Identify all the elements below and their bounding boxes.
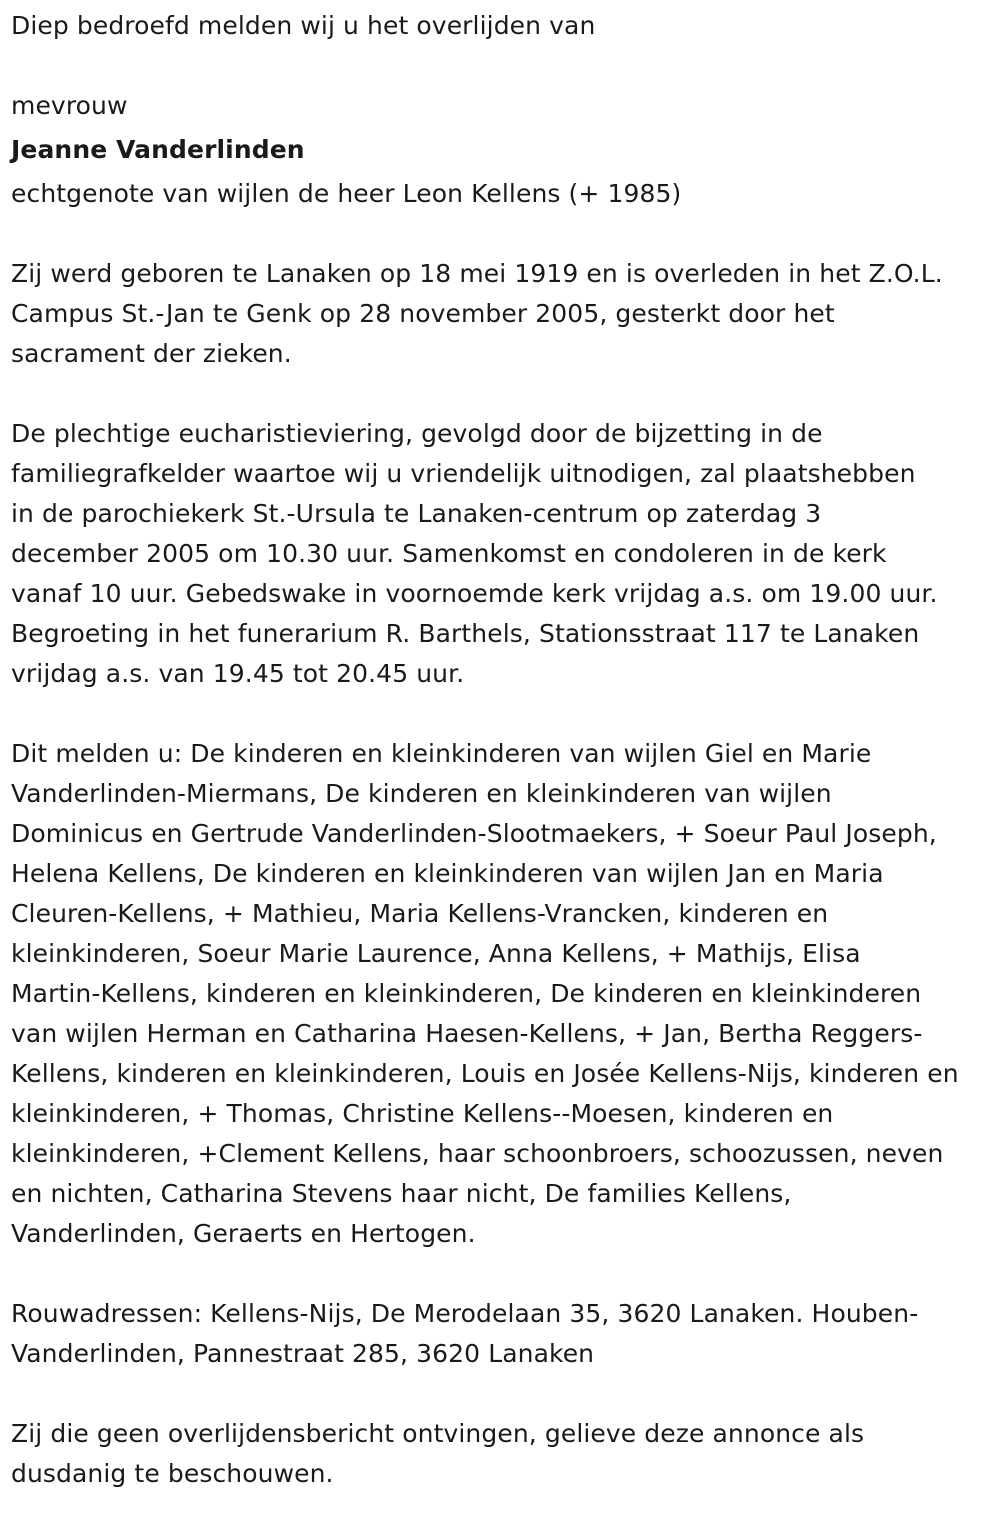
paragraph-line: Kellens, kinderen en kleinkinderen, Louis en Josée Kellens-Nijs, kinderen en (11, 1059, 959, 1088)
spacer (11, 1254, 990, 1294)
paragraph-line: Martin-Kellens, kinderen en kleinkinderen, De kinderen en kleinkinderen (11, 979, 922, 1008)
paragraph-line: Campus St.-Jan te Genk op 28 november 2005, gesterkt door het (11, 299, 835, 328)
family-paragraph (11, 734, 990, 1254)
deceased-name: Jeanne Vanderlinden (11, 135, 305, 164)
spacer (11, 694, 990, 734)
paragraph-line: dusdanig te beschouwen. (11, 1459, 334, 1488)
paragraph-line: en nichten, Catharina Stevens haar nicht, De families Kellens, (11, 1179, 792, 1208)
paragraph-line: De plechtige eucharistieviering, gevolgd door de bijzetting in de (11, 419, 823, 448)
paragraph-line: december 2005 om 10.30 uur. Samenkomst en condoleren in de kerk (11, 539, 887, 568)
paragraph-line: Cleuren-Kellens, + Mathieu, Maria Kellens-Vrancken, kinderen en (11, 899, 829, 928)
paragraph-line: Dit melden u: De kinderen en kleinkinderen van wijlen Giel en Marie (11, 739, 872, 768)
spouse-line: echtgenote van wijlen de heer Leon Kellens (+ 1985) (11, 179, 682, 208)
paragraph-line: kleinkinderen, + Thomas, Christine Kellens--Moesen, kinderen en (11, 1099, 834, 1128)
closing-paragraph (11, 1414, 990, 1494)
paragraph-line: Rouwadressen: Kellens-Nijs, De Merodelaan 35, 3620 Lanaken. Houben- (11, 1299, 919, 1328)
spacer (11, 46, 990, 86)
paragraph-line: Vanderlinden, Geraerts en Hertogen. (11, 1219, 476, 1248)
intro-text: Diep bedroefd melden wij u het overlijden van (11, 11, 596, 40)
address-paragraph (11, 1294, 990, 1374)
paragraph-line: kleinkinderen, +Clement Kellens, haar schoonbroers, schoozussen, neven (11, 1139, 944, 1168)
spacer (11, 1374, 990, 1414)
paragraph-line: Vanderlinden-Miermans, De kinderen en kleinkinderen van wijlen (11, 779, 832, 808)
paragraph-line: vrijdag a.s. van 19.45 tot 20.45 uur. (11, 659, 465, 688)
paragraph-line: van wijlen Herman en Catharina Haesen-Kellens, + Jan, Bertha Reggers- (11, 1019, 923, 1048)
ceremony-paragraph (11, 414, 990, 694)
paragraph-line: in de parochiekerk St.-Ursula te Lanaken-centrum op zaterdag 3 (11, 499, 822, 528)
salutation: mevrouw (11, 91, 128, 120)
paragraph-line: Dominicus en Gertrude Vanderlinden-Slootmaekers, + Soeur Paul Joseph, (11, 819, 937, 848)
paragraph-line: Zij die geen overlijdensbericht ontvingen, gelieve deze annonce als (11, 1419, 865, 1448)
paragraph-line: Zij werd geboren te Lanaken op 18 mei 1919 en is overleden in het Z.O.L. (11, 259, 943, 288)
paragraph-line: sacrament der zieken. (11, 339, 292, 368)
paragraph-line: Vanderlinden, Pannestraat 285, 3620 Lanaken (11, 1339, 595, 1368)
paragraph-line: familiegrafkelder waartoe wij u vriendelijk uitnodigen, zal plaatshebben (11, 459, 916, 488)
spacer (11, 214, 990, 254)
birth-paragraph (11, 254, 990, 374)
paragraph-line: vanaf 10 uur. Gebedswake in voornoemde kerk vrijdag a.s. om 19.00 uur. (11, 579, 938, 608)
paragraph-line: kleinkinderen, Soeur Marie Laurence, Anna Kellens, + Mathijs, Elisa (11, 939, 861, 968)
paragraph-line: Begroeting in het funerarium R. Barthels, Stationsstraat 117 te Lanaken (11, 619, 920, 648)
paragraph-line: Helena Kellens, De kinderen en kleinkinderen van wijlen Jan en Maria (11, 859, 884, 888)
spacer (11, 374, 990, 414)
